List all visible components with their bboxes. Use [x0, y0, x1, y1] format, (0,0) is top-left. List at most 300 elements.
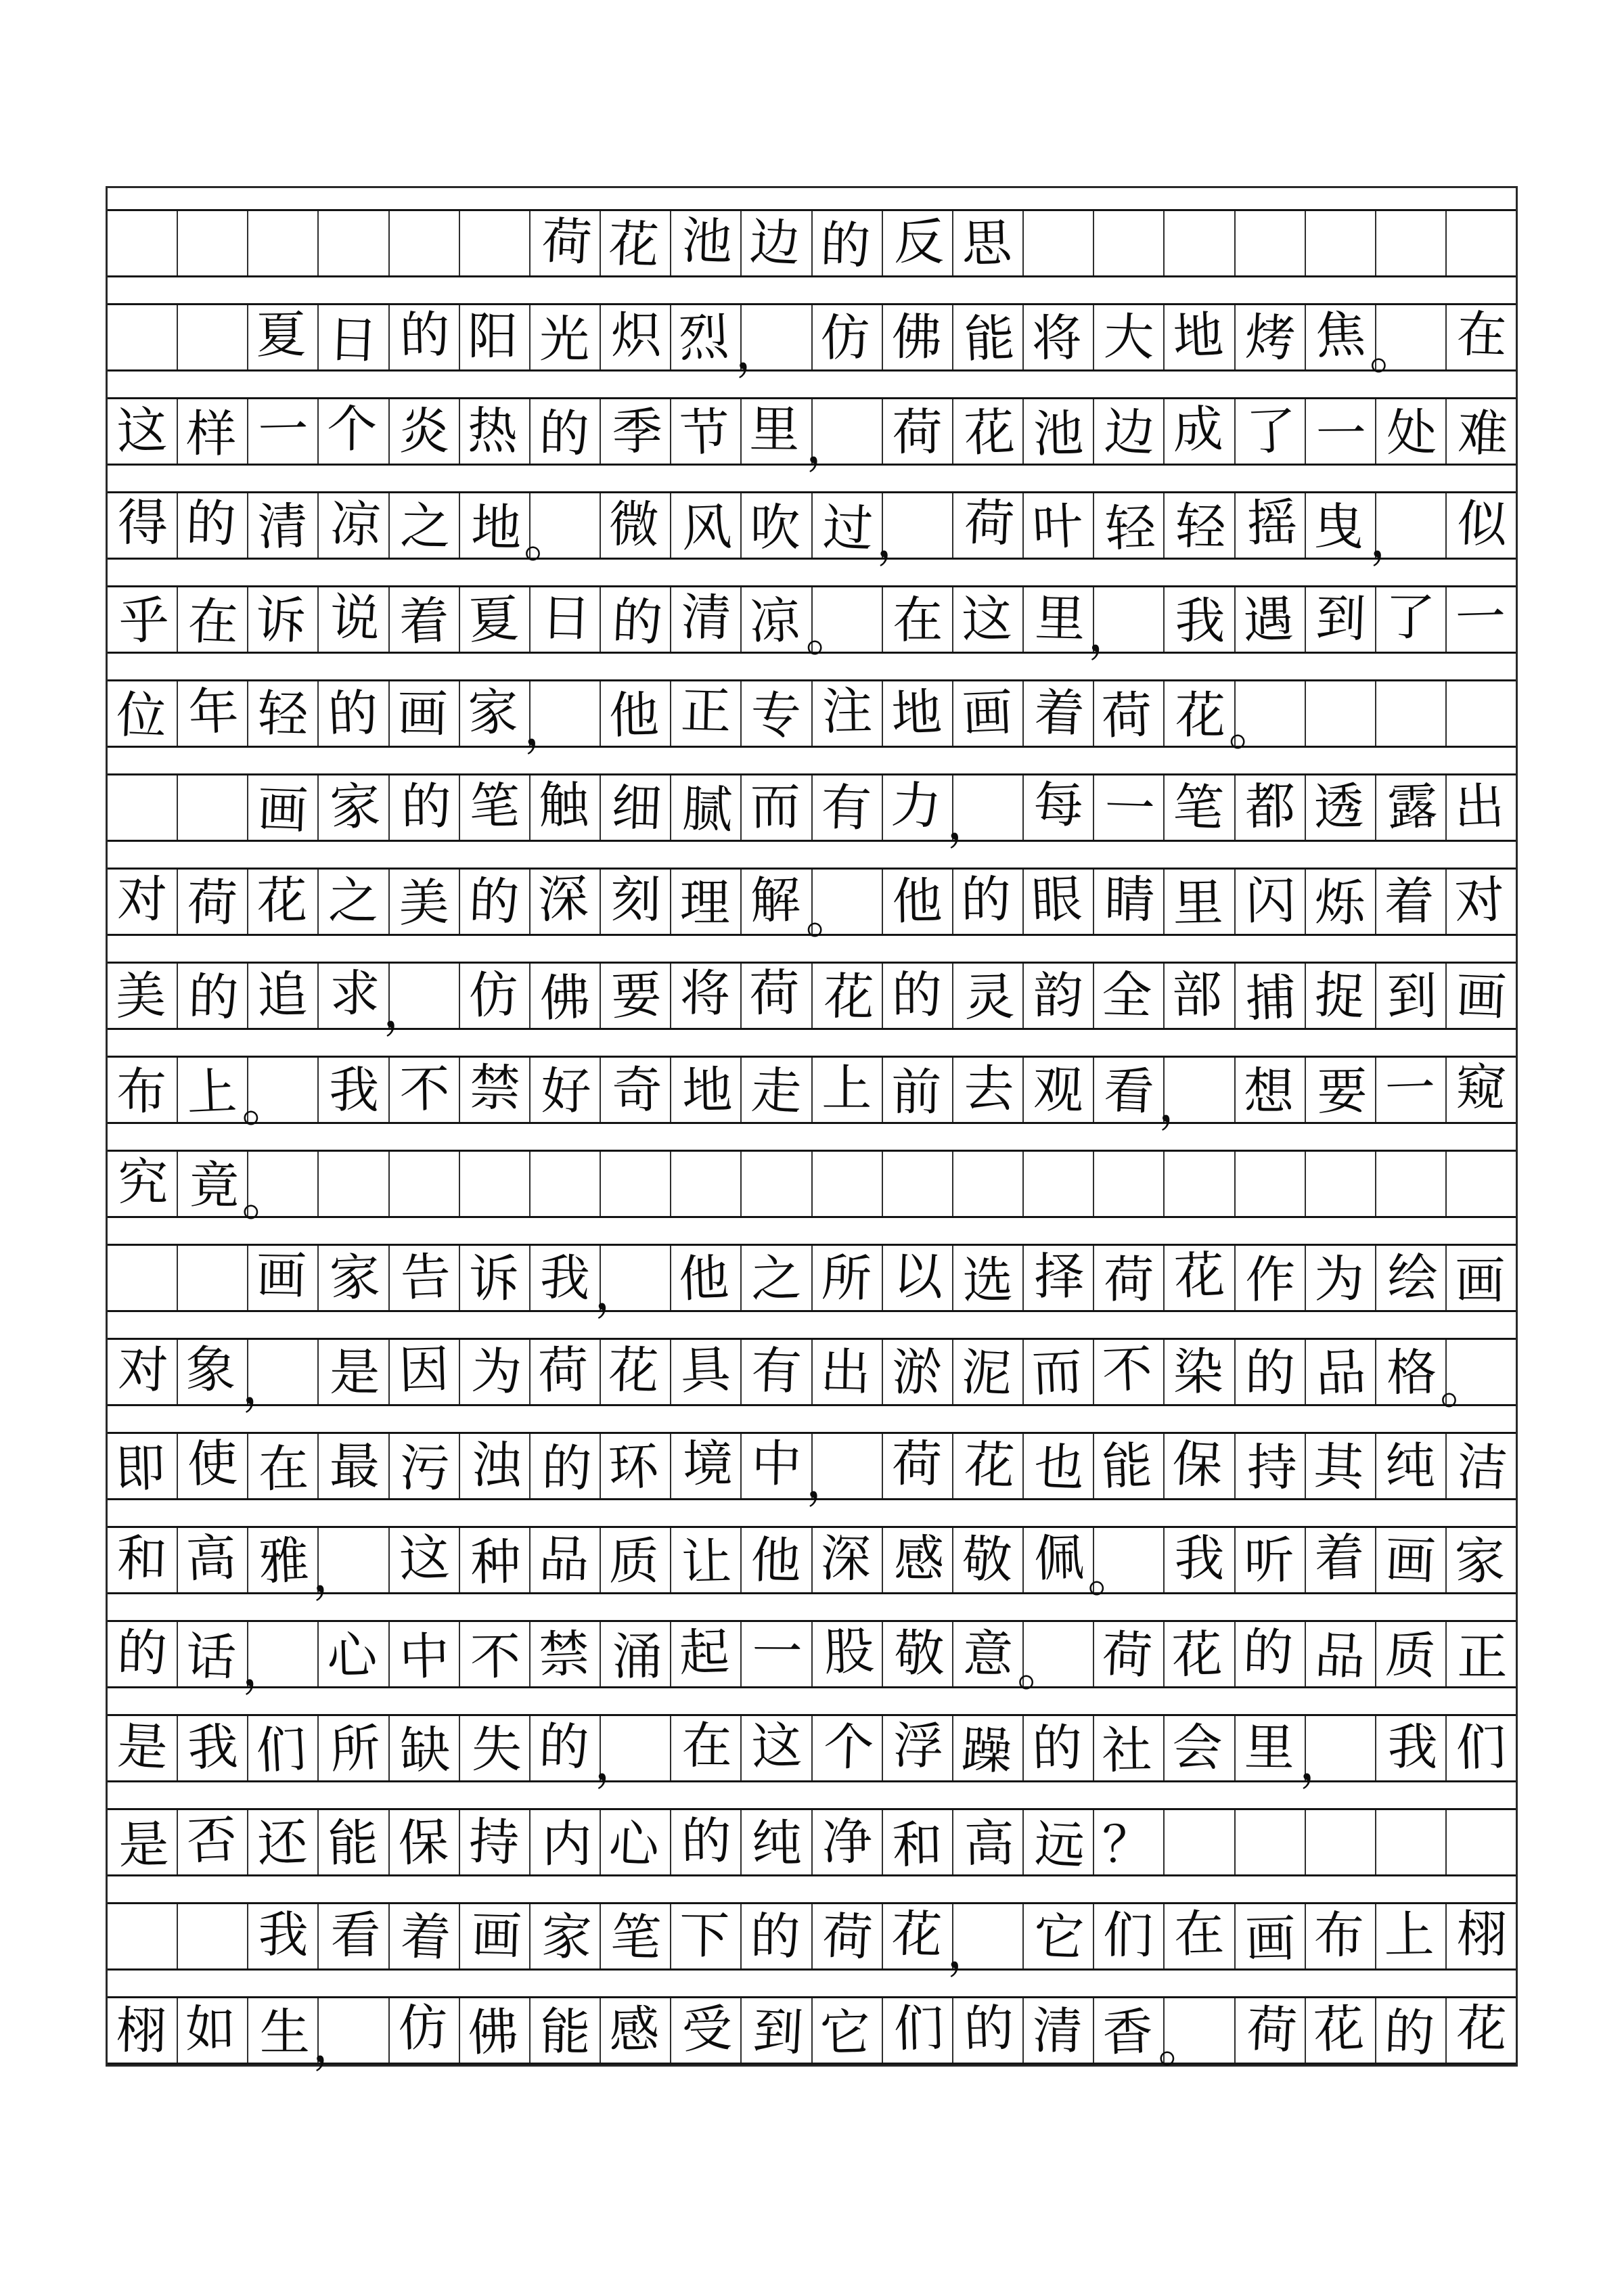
grid-cell: [531, 1998, 601, 2063]
handwritten-character: 着: [1313, 1527, 1366, 1588]
grid-cell: [1447, 1904, 1516, 1968]
handwritten-character: 在: [892, 591, 943, 650]
handwritten-character: 烁: [1314, 873, 1366, 933]
handwritten-character: 过: [821, 497, 874, 559]
grid-cell: [601, 1340, 671, 1404]
handwritten-character: 得: [117, 493, 168, 552]
grid-cell: [1165, 493, 1235, 558]
grid-cell: [1024, 493, 1094, 558]
grid-cell: [953, 964, 1024, 1028]
grid-cell: [319, 493, 389, 558]
grid-cell: [1236, 1904, 1306, 1968]
handwritten-character: 有: [819, 778, 872, 838]
grid-cell: [742, 775, 812, 840]
grid-cell: [108, 1246, 178, 1310]
handwritten-character: 花: [1173, 1245, 1227, 1306]
handwritten-character: 一: [752, 1622, 803, 1681]
grid-cell: [319, 587, 389, 652]
handwritten-character: 浮: [893, 1716, 944, 1776]
grid-cell: [883, 964, 953, 1028]
grid-cell: [1165, 1340, 1235, 1404]
handwritten-character: 荷: [821, 1906, 874, 1967]
handwritten-character: 的: [1244, 1343, 1295, 1403]
handwritten-character: 而: [1031, 1342, 1084, 1403]
grid-cell: [108, 1716, 178, 1780]
grid-cell: [742, 1528, 812, 1592]
grid-cell: [460, 1340, 531, 1404]
handwritten-character: 画: [961, 683, 1014, 744]
handwritten-character: 持: [467, 1811, 520, 1872]
grid-cell: [531, 870, 601, 934]
grid-cell: [953, 1246, 1024, 1310]
grid-cell: [671, 1528, 742, 1592]
handwritten-character: 烤: [1243, 307, 1297, 369]
grid-cell: [671, 493, 742, 558]
grid-cell: [1165, 1528, 1235, 1592]
grid-cell: [1236, 870, 1306, 934]
grid-cell: [883, 1340, 953, 1404]
grid-cell: [108, 964, 178, 1028]
handwritten-character: ，: [946, 1920, 997, 1979]
grid-cell: [178, 1998, 248, 2063]
grid-cell: [742, 1998, 812, 2063]
handwritten-character: 是: [116, 1716, 169, 1778]
row-spacer-strip: [108, 560, 1516, 585]
handwritten-character: 个: [822, 1717, 875, 1778]
handwritten-character: 好: [541, 1062, 591, 1121]
handwritten-character: 荷: [1101, 1624, 1154, 1686]
handwritten-character: ，: [876, 510, 926, 568]
grid-cell: [390, 870, 460, 934]
grid-cell: [460, 1058, 531, 1122]
grid-cell: [953, 1058, 1024, 1122]
grid-cell: [1447, 964, 1516, 1028]
grid-cell: [390, 493, 460, 558]
handwritten-character: 节: [679, 403, 731, 463]
grid-cell: [1236, 1622, 1306, 1686]
handwritten-character: 对: [117, 870, 168, 928]
handwritten-character: 布: [116, 1062, 167, 1121]
grid-cell: [1376, 964, 1447, 1028]
handwritten-character: 花: [1171, 1624, 1224, 1685]
grid-cell: [1447, 587, 1516, 652]
grid-cell: [742, 1152, 812, 1216]
handwritten-character: 他: [750, 1531, 803, 1590]
handwritten-character: 画: [470, 1906, 522, 1965]
grid-cell: [242, 1340, 319, 1415]
handwritten-character: 微: [608, 495, 660, 554]
handwritten-character: 一: [1454, 587, 1507, 648]
handwritten-character: 每: [1032, 775, 1085, 835]
handwritten-character: 在: [187, 591, 240, 652]
handwritten-character: 花: [890, 1904, 943, 1964]
handwritten-character: 荷: [537, 1340, 589, 1400]
grid-cell: [1236, 1716, 1306, 1780]
handwritten-character: 中: [398, 1627, 451, 1686]
handwritten-character: 听: [1243, 1531, 1294, 1590]
grid-cell: [1376, 1528, 1447, 1592]
grid-cell: [108, 1998, 178, 2063]
grid-cell: [1306, 1622, 1376, 1686]
handwritten-character: 的: [401, 777, 452, 836]
handwritten-character: 高: [185, 1528, 238, 1589]
grid-row: [108, 1996, 1516, 2073]
handwritten-character: 轻: [1104, 497, 1157, 558]
title-cell: [1447, 211, 1516, 275]
handwritten-character: 择: [1034, 1247, 1085, 1306]
grid-cell: [178, 775, 248, 840]
title-cell: [1376, 211, 1447, 275]
handwritten-character: 。: [1440, 1356, 1491, 1415]
handwritten-character: 笔: [610, 1907, 662, 1968]
grid-cell: [319, 1716, 389, 1780]
grid-cell: [248, 964, 319, 1028]
handwritten-character: 炎: [399, 401, 449, 461]
handwritten-character: 花: [1175, 685, 1226, 745]
grid-cell: [108, 1058, 178, 1122]
handwritten-character: 股: [822, 1621, 876, 1682]
grid-cell: [319, 1434, 389, 1498]
handwritten-character: 看: [330, 1906, 381, 1965]
handwritten-character: 花: [608, 1341, 660, 1401]
grid-cell: [601, 1058, 671, 1122]
handwritten-character: 有: [750, 1341, 803, 1401]
handwritten-character: 远: [1033, 1814, 1087, 1876]
grid-cell: [813, 964, 883, 1028]
handwritten-character: ，: [242, 1356, 292, 1415]
grid-cell: [319, 305, 389, 369]
grid-cell: [1447, 399, 1516, 464]
grid-cell: [1236, 1528, 1306, 1592]
grid-cell: [248, 1246, 319, 1310]
handwritten-character: 花: [963, 402, 1016, 463]
title-cell: [883, 211, 953, 275]
grid-row: [108, 1432, 1516, 1509]
handwritten-character: 家: [1454, 1531, 1506, 1591]
row-spacer-strip: [108, 1688, 1516, 1714]
handwritten-character: 露: [1386, 777, 1439, 837]
grid-cell: [813, 1246, 883, 1310]
handwritten-character: 的: [960, 870, 1012, 929]
grid-cell: [460, 1246, 531, 1310]
handwritten-character: ，: [594, 1732, 645, 1791]
handwritten-character: 对: [117, 1340, 169, 1400]
grid-cell: [460, 305, 531, 369]
grid-cell: [319, 964, 389, 1028]
handwritten-character: 深: [537, 868, 590, 930]
handwritten-character: 能: [1100, 1435, 1154, 1497]
row-spacer-strip: [108, 1971, 1516, 1996]
grid-cell: [1165, 681, 1235, 746]
grid-cell: [390, 1904, 460, 1968]
grid-cell: [1094, 1434, 1165, 1498]
handwritten-character: 了: [1244, 401, 1298, 462]
grid-cell: [531, 1340, 601, 1404]
handwritten-character: 地: [1172, 305, 1225, 367]
handwritten-character: 竟: [189, 1156, 240, 1215]
row-spacer-strip: [108, 372, 1516, 397]
handwritten-character: 部: [1171, 965, 1223, 1025]
handwritten-character: 也: [1033, 1437, 1086, 1498]
grid-cell: [1447, 1622, 1516, 1686]
grid-cell: [178, 399, 248, 464]
grid-cell: [1024, 305, 1094, 369]
grid-cell: [1376, 1716, 1447, 1780]
grid-row: [108, 1808, 1516, 1876]
grid-cell: [1024, 1810, 1094, 1874]
handwritten-character: 韵: [1033, 966, 1084, 1025]
grid-cell: [601, 1998, 671, 2063]
handwritten-character: 出: [1453, 776, 1506, 838]
handwritten-character: 奇: [612, 1060, 663, 1120]
grid-cell: [1447, 1246, 1516, 1310]
grid-cell: [1094, 1810, 1165, 1874]
handwritten-character: 感: [893, 1529, 945, 1588]
grid-cell: [108, 1810, 178, 1874]
grid-cell: [531, 1528, 601, 1592]
grid-cell: [178, 1622, 248, 1686]
handwritten-character: 的: [468, 871, 520, 932]
grid-cell: [601, 1434, 671, 1498]
handwritten-character: 下: [679, 1906, 730, 1965]
grid-cell: [1094, 1904, 1165, 1968]
grid-cell: [735, 305, 812, 380]
handwritten-character: 画: [1455, 966, 1508, 1027]
handwritten-character: 诉: [254, 590, 308, 650]
grid-cell: [813, 1810, 883, 1874]
handwritten-character: 烈: [677, 307, 731, 368]
grid-cell: [1094, 1998, 1165, 2063]
handwritten-character: 绘: [1386, 1248, 1439, 1307]
handwritten-character: 之: [328, 871, 378, 930]
handwritten-character: 里: [1172, 873, 1224, 933]
grid-cell: [1447, 493, 1516, 558]
handwritten-character: 躁: [960, 1720, 1014, 1781]
handwritten-character: 其: [1312, 1437, 1366, 1498]
grid-cell: [178, 681, 248, 746]
handwritten-character: 边: [1103, 402, 1156, 463]
grid-cell: [883, 587, 953, 652]
handwritten-character: 佛: [891, 307, 943, 367]
handwritten-character: 上: [1383, 1905, 1435, 1964]
handwritten-character: 画: [1384, 1530, 1437, 1591]
grid-cell: [1447, 870, 1516, 934]
handwritten-character: 眼: [1030, 869, 1083, 930]
grid-cell: [460, 1998, 531, 2063]
grid-cell: [460, 870, 531, 934]
grid-cell: [531, 305, 601, 369]
handwritten-character: ，: [242, 1638, 292, 1697]
grid-cell: [178, 1434, 248, 1498]
handwritten-character: 地: [681, 1060, 734, 1120]
handwritten-character: 净: [821, 1811, 873, 1872]
grid-cell: [1165, 1152, 1235, 1216]
grid-cell: [1376, 1340, 1447, 1404]
handwritten-character: 都: [1244, 777, 1296, 836]
handwritten-character: 的: [187, 967, 240, 1027]
grid-cell: [524, 493, 601, 568]
grid-cell: [1024, 1246, 1094, 1310]
grid-cell: [1094, 1716, 1165, 1780]
handwritten-character: 画: [1455, 1251, 1506, 1310]
handwritten-character: 否: [185, 1810, 239, 1871]
handwritten-character: ，: [524, 698, 574, 757]
handwritten-character: 。: [1087, 1544, 1138, 1603]
handwritten-character: 走: [750, 1060, 803, 1121]
grid-cell: [108, 1434, 178, 1498]
handwritten-character: 处: [1386, 403, 1437, 462]
grid-cell: [108, 399, 178, 464]
handwritten-character: 的: [539, 403, 590, 464]
grid-cell: [1376, 1622, 1447, 1686]
grid-cell: [1024, 1058, 1094, 1122]
grid-cell: [742, 1716, 812, 1780]
handwritten-character: 能: [539, 2002, 591, 2062]
grid-cell: [1306, 870, 1376, 934]
grid-cell: [1376, 1152, 1447, 1216]
handwritten-character: 画: [397, 684, 448, 744]
grid-cell: [953, 1152, 1024, 1216]
grid-cell: [390, 1152, 460, 1216]
grid-cell: [319, 1246, 389, 1310]
handwritten-character: 洁: [1456, 1437, 1509, 1498]
handwritten-character: 是: [329, 1343, 380, 1402]
grid-cell: [1228, 681, 1306, 757]
grid-cell: [1376, 775, 1447, 840]
handwritten-character: 和: [891, 1815, 943, 1875]
row-spacer-strip: [108, 748, 1516, 773]
grid-cell: [953, 587, 1024, 652]
grid-cell: [390, 1340, 460, 1404]
handwritten-character: 格: [1386, 1343, 1437, 1402]
grid-cell: [601, 493, 671, 558]
grid-cell: [531, 1716, 601, 1780]
grid-cell: [883, 1246, 953, 1310]
grid-cell: [1024, 964, 1094, 1028]
grid-cell: [813, 775, 883, 840]
grid-cell: [1165, 587, 1235, 652]
grid-cell: [671, 775, 742, 840]
grid-cell: [1017, 1622, 1094, 1697]
handwritten-character: 如: [185, 1999, 236, 2058]
handwritten-character: ，: [1369, 510, 1420, 568]
grid-cell: [742, 493, 812, 558]
grid-cell: [1376, 587, 1447, 652]
grid-cell: [671, 399, 742, 464]
grid-cell: [742, 964, 812, 1028]
grid-cell: [460, 1904, 531, 1968]
grid-cell: [883, 1904, 953, 1968]
handwritten-character: 纯: [1384, 1437, 1436, 1496]
handwritten-character: 的: [819, 215, 872, 275]
handwritten-character: 边: [748, 212, 802, 273]
grid-cell: [671, 1622, 742, 1686]
grid-cell: [813, 1340, 883, 1404]
handwritten-character: 到: [1314, 588, 1367, 649]
handwritten-character: 将: [1031, 309, 1083, 368]
handwritten-character: 作: [1244, 1250, 1296, 1309]
grid-cell: [1369, 493, 1447, 568]
grid-cell: [742, 1434, 812, 1498]
handwritten-character: 他: [677, 1248, 731, 1309]
handwritten-character: 美: [397, 872, 450, 933]
grid-cell: [531, 399, 601, 464]
handwritten-character: 境: [683, 1435, 734, 1493]
grid-cell: [1376, 870, 1447, 934]
handwritten-character: 触: [538, 775, 589, 835]
handwritten-character: 反: [893, 212, 945, 271]
handwritten-character: 出: [819, 1342, 872, 1402]
handwritten-character: 似: [1456, 494, 1509, 555]
grid-cell: [953, 1528, 1024, 1592]
grid-cell: [601, 1528, 671, 1592]
grid-cell: [1165, 1716, 1235, 1780]
grid-cell: [248, 775, 319, 840]
row-spacer-strip: [108, 188, 1516, 209]
grid-cell: [601, 587, 671, 652]
grid-cell: [1376, 1058, 1447, 1122]
handwritten-character: 笔: [469, 776, 520, 836]
grid-cell: [813, 1528, 883, 1592]
grid-cell: [813, 1998, 883, 2063]
grid-row: [108, 397, 1516, 474]
handwritten-character: 感: [608, 2000, 660, 2060]
handwritten-character: 笔: [1172, 777, 1225, 838]
handwritten-character: 之: [399, 497, 451, 556]
grid-cell: [248, 870, 319, 934]
grid-cell: [671, 1340, 742, 1404]
handwritten-character: 地: [890, 682, 943, 744]
handwritten-character: 持: [1246, 1438, 1297, 1497]
handwritten-character: 浊: [470, 1435, 522, 1495]
handwritten-character: 的: [399, 305, 451, 365]
handwritten-character: 一: [1104, 778, 1156, 838]
grid-cell: [460, 1810, 531, 1874]
handwritten-character: 这: [750, 1715, 803, 1776]
handwritten-character: 说: [328, 587, 382, 648]
grid-cell: [742, 1904, 812, 1968]
handwritten-character: ，: [805, 415, 856, 474]
grid-cell: [813, 1058, 883, 1122]
handwritten-character: 睛: [1104, 870, 1156, 929]
handwritten-character: 画: [1244, 1909, 1296, 1969]
handwritten-character: 花: [608, 214, 660, 275]
handwritten-character: 到: [1386, 966, 1438, 1026]
handwritten-character: 他: [608, 685, 660, 745]
handwritten-character: 敬: [961, 1529, 1014, 1590]
grid-row: [108, 1902, 1516, 1979]
grid-cell: [319, 1810, 389, 1874]
grid-cell: [1024, 1340, 1094, 1404]
handwritten-character: 们: [1455, 1717, 1508, 1778]
handwritten-character: 内: [541, 1814, 592, 1874]
handwritten-character: 。: [1158, 2014, 1209, 2073]
grid-cell: [248, 399, 319, 464]
grid-cell: [883, 1622, 953, 1686]
grid-cell: [319, 870, 389, 934]
grid-cell: [1447, 1716, 1516, 1780]
grid-row: [108, 679, 1516, 757]
handwritten-character: 我: [1175, 591, 1226, 650]
handwritten-character: 以: [892, 1246, 945, 1307]
grid-cell: [1447, 1152, 1516, 1216]
handwritten-character: 究: [118, 1152, 168, 1212]
grid-cell: [242, 1152, 319, 1227]
handwritten-character: 禁: [469, 1058, 521, 1119]
grid-cell: [671, 1246, 742, 1310]
title-cell: [813, 211, 883, 275]
handwritten-character: 在: [1173, 1904, 1225, 1964]
